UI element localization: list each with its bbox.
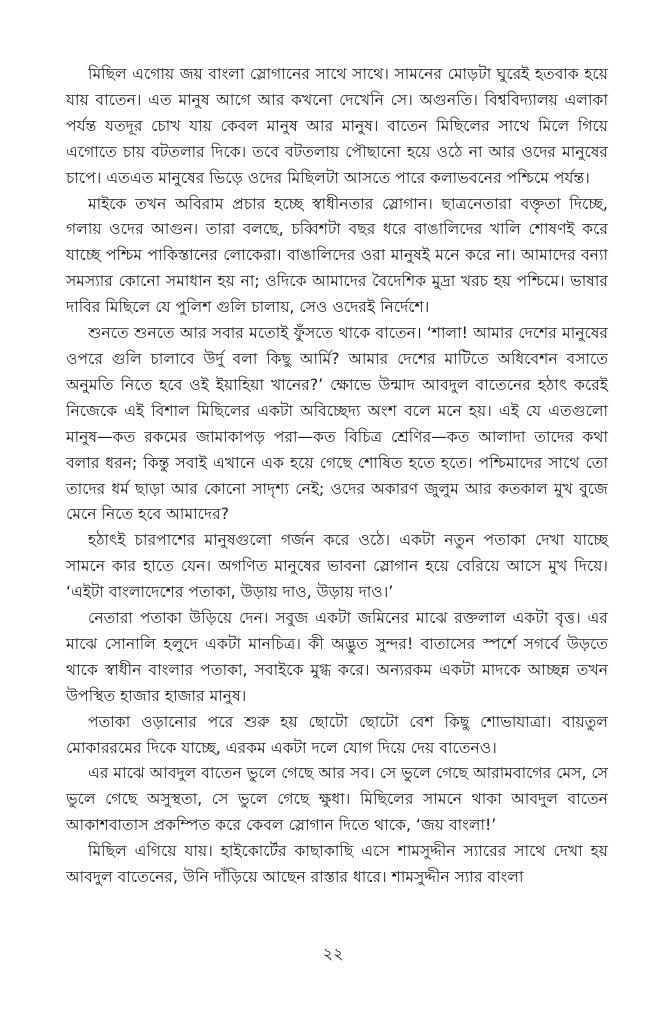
paragraph: হঠাৎই চারপাশের মানুষগুলো গর্জন করে ওঠে। একটা নতুন পতাকা দেখা যাচ্ছে সামনে কার হাতে যেন। অগণিত মানুষের ভাবনা স্লোগান হয়ে বেরিয়ে আসে মুখ দিয়ে। ‘এইটা বাংলাদেশের পতাকা, উড়ায় দাও, উড়ায় দাও।’ [66,531,608,602]
paragraph: শুনতে শুনতে আর সবার মতোই ফুঁসতে থাকে বাতেন। ‘শালা! আমার দেশের মানুষের ওপরে গুলি চালাবে উর্দু বলা কিছু আর্মি? আমার দেশের মাটিতে অধিবেশন বসাতে অনুমতি নিতে হবে ওই ইয়াহিয়া খানের?’ ক্ষোভে উন্মাদ আবদুল বাতেনের হঠাৎ করেই নিজেকে এই বিশাল মিছিলের একটা অবিচ্ছেদ্য অংশ বলে মনে হয়। এই যে এতগুলো মানুষ—কত রকমের জামাকাপড় পরা—কত বিচিত্র শ্রেণির—কত আলাদা তাদের কথা বলার ধরন; কিন্তু সবাই এখানে এক হয়ে গেছে শোষিত হতে হতে। পশ্চিমাদের সাথে তো তাদের ধর্ম ছাড়া আর কোনো সাদৃশ্য নেই; ওদের অকারণ জুলুম আর কতকাল মুখ বুজে মেনে নিতে হবে আমাদের? [66,324,608,524]
paragraph: মিছিল এগোয় জয় বাংলা স্লোগানের সাথে সাথে। সামনের মোড়টা ঘুরেই হতবাক হয়ে যায় বাতেন। এত মানুষ আগে আর কখনো দেখেনি সে। অগুনতি। বিশ্ববিদ্যালয় এলাকা পর্যন্ত যতদূর চোখ যায় কেবল মানুষ আর মানুষ। বাতেন মিছিলের সাথে মিলে গিয়ে এগোতে চায় বটতলার দিকে। তবে বটতলায় পৌছানো হয়ে ওঠে না আর ওদের মানুষের চাপে। এতএত মানুষের ভিড়ে ওদের মিছিলটা আসতে পারে কলাভবনের পশ্চিমে পর্যন্ত। [66,65,608,187]
page-number: ২২ [322,944,344,963]
paragraph: নেতারা পতাকা উড়িয়ে দেন। সবুজ একটা জমিনের মাঝে রক্তলাল একটা বৃত্ত। এর মাঝে সোনালি হলুদে একটা মানচিত্র। কী অদ্ভুত সুন্দর! বাতাসের স্পর্শে সগর্বে উড়তে থাকে স্বাধীন বাংলার পতাকা, সবাইকে মুগ্ধ করে। অন্যরকম একটা মাদকে আচ্ছন্ন তখন উপস্থিত হাজার হাজার মানুষ। [66,609,608,705]
paragraph: এর মাঝে আবদুল বাতেন ভুলে গেছে আর সব। সে ভুলে গেছে আরামবাগের মেস, সে ভুলে গেছে অসুস্থতা, সে ভুলে গেছে ক্ষুধা। মিছিলের সামনে থাকা আবদুল বাতেন আকাশবাতাস প্রকম্পিত করে কেবল স্লোগান দিতে থাকে, ‘জয় বাংলা!’ [66,764,608,835]
paragraph: মিছিল এগিয়ে যায়। হাইকোর্টের কাছাকাছি এসে শামসুদ্দীন স্যারের সাথে দেখা হয় আবদুল বাতেনের, উনি দাঁড়িয়ে আছেন রাস্তার ধারে। শামসুদ্দীন স্যার বাংলা [66,842,608,887]
paragraph: পতাকা ওড়ানোর পরে শুরু হয় ছোটো ছোটো বেশ কিছু শোভাযাত্রা। বায়তুল মোকাররমের দিকে যাচ্ছে, এরকম একটা দলে যোগ দিয়ে দেয় বাতেনও। [66,712,608,757]
body-text [66,62,608,891]
paragraph: মাইকে তখন অবিরাম প্রচার হচ্ছে স্বাধীনতার স্লোগান। ছাত্রনেতারা বক্তৃতা দিচ্ছে, গলায় ওদের আগুন। তারা বলছে, চব্বিশটা বছর ধরে বাঙালিদের খালি শোষণই করে যাচ্ছে পশ্চিম পাকিস্তানের লোকেরা। বাঙালিদের ওরা মানুষই মনে করে না। আমাদের বন্যা সমস্যার কোনো সমাধান হয় না; ওদিকে আমাদের বৈদেশিক মুদ্রা খরচ হয় পশ্চিমে। ভাষার দাবির মিছিলে যে পুলিশ গুলি চালায়, সেও ওদেরই নির্দেশে। [66,194,608,317]
